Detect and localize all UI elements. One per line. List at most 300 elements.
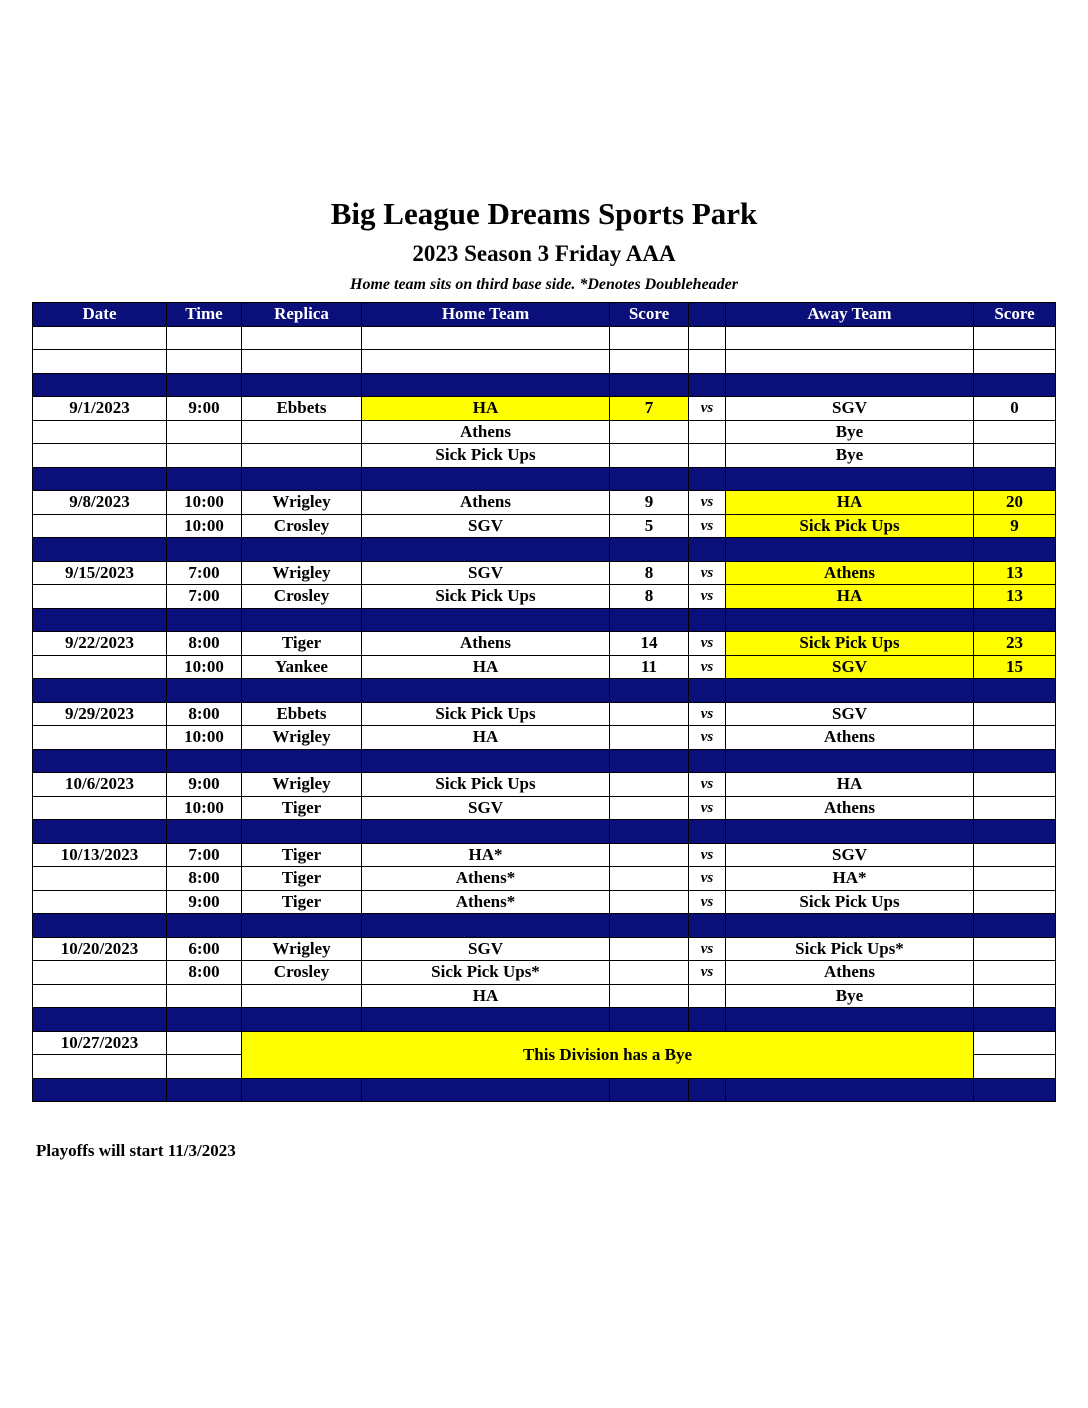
game-row <box>33 561 1056 585</box>
separator-cell <box>689 1078 726 1102</box>
empty-cell <box>362 350 610 374</box>
time-cell: 7:00 <box>167 585 242 609</box>
home-score-cell <box>610 984 689 1008</box>
time-cell <box>167 1031 242 1055</box>
separator-cell <box>362 373 610 397</box>
home-team-note: Home team sits on third base side. *Denotes Doubleheader <box>350 276 738 293</box>
separator-cell <box>610 749 689 773</box>
separator-cell <box>726 1008 974 1032</box>
home-score-cell <box>610 937 689 961</box>
vs-cell <box>689 984 726 1008</box>
header-vs <box>689 303 726 327</box>
time-cell: 10:00 <box>167 796 242 820</box>
date-cell: 9/22/2023 <box>33 632 167 656</box>
separator-cell <box>242 1078 362 1102</box>
replica-cell: Wrigley <box>242 561 362 585</box>
playoffs-note: Playoffs will start 11/3/2023 <box>36 1141 236 1160</box>
away-team-cell: Sick Pick Ups <box>726 514 974 538</box>
header-row <box>33 303 1056 327</box>
away-team-cell: HA <box>726 773 974 797</box>
game-row <box>33 867 1056 891</box>
blank-row <box>33 350 1056 374</box>
time-cell: 7:00 <box>167 843 242 867</box>
home-score-cell: 11 <box>610 655 689 679</box>
separator-row <box>33 914 1056 938</box>
vs-cell: vs <box>689 867 726 891</box>
empty-cell <box>974 326 1056 350</box>
blank-row <box>33 326 1056 350</box>
replica-cell: Ebbets <box>242 397 362 421</box>
separator-cell <box>362 820 610 844</box>
separator-cell <box>974 1008 1056 1032</box>
game-row <box>33 444 1056 468</box>
away-score-cell <box>974 843 1056 867</box>
separator-cell <box>974 467 1056 491</box>
home-team-cell: Athens <box>362 420 610 444</box>
empty-cell <box>33 326 167 350</box>
home-score-cell <box>610 796 689 820</box>
separator-cell <box>242 820 362 844</box>
away-team-cell: Athens <box>726 961 974 985</box>
separator-row <box>33 608 1056 632</box>
separator-cell <box>610 914 689 938</box>
empty-cell <box>242 326 362 350</box>
replica-cell <box>242 984 362 1008</box>
away-score-cell <box>974 773 1056 797</box>
separator-row <box>33 467 1056 491</box>
vs-cell: vs <box>689 632 726 656</box>
date-cell <box>33 726 167 750</box>
separator-cell <box>974 914 1056 938</box>
replica-cell <box>242 444 362 468</box>
empty-cell <box>167 326 242 350</box>
separator-cell <box>974 608 1056 632</box>
home-team-cell: Sick Pick Ups <box>362 585 610 609</box>
separator-cell <box>726 608 974 632</box>
away-team-cell: SGV <box>726 702 974 726</box>
time-cell: 9:00 <box>167 397 242 421</box>
game-row <box>33 961 1056 985</box>
header-home-score: Score <box>610 303 689 327</box>
game-row <box>33 632 1056 656</box>
away-team-cell: Athens <box>726 796 974 820</box>
empty-cell <box>689 326 726 350</box>
separator-cell <box>974 749 1056 773</box>
home-team-cell: Athens* <box>362 867 610 891</box>
date-cell <box>33 585 167 609</box>
separator-cell <box>33 373 167 397</box>
separator-cell <box>610 1008 689 1032</box>
game-row <box>33 796 1056 820</box>
away-score-cell: 15 <box>974 655 1056 679</box>
separator-row <box>33 679 1056 703</box>
vs-cell: vs <box>689 890 726 914</box>
time-cell: 8:00 <box>167 961 242 985</box>
home-score-cell <box>610 420 689 444</box>
separator-cell <box>610 1078 689 1102</box>
replica-cell: Tiger <box>242 843 362 867</box>
away-score-cell: 9 <box>974 514 1056 538</box>
separator-cell <box>974 373 1056 397</box>
game-row <box>33 890 1056 914</box>
home-score-cell <box>610 961 689 985</box>
game-row <box>33 773 1056 797</box>
separator-cell <box>610 538 689 562</box>
separator-cell <box>974 1078 1056 1102</box>
date-cell <box>33 655 167 679</box>
vs-cell: vs <box>689 514 726 538</box>
vs-cell: vs <box>689 397 726 421</box>
separator-cell <box>167 373 242 397</box>
separator-cell <box>689 373 726 397</box>
bye-message: This Division has a Bye <box>242 1031 974 1078</box>
away-score-cell: 13 <box>974 585 1056 609</box>
separator-row <box>33 1078 1056 1102</box>
away-team-cell: HA <box>726 491 974 515</box>
date-cell: 9/8/2023 <box>33 491 167 515</box>
time-cell: 10:00 <box>167 514 242 538</box>
separator-cell <box>167 914 242 938</box>
date-cell: 10/20/2023 <box>33 937 167 961</box>
separator-cell <box>167 538 242 562</box>
away-team-cell: Athens <box>726 561 974 585</box>
away-team-cell: Bye <box>726 420 974 444</box>
home-score-cell: 9 <box>610 491 689 515</box>
vs-cell: vs <box>689 585 726 609</box>
separator-cell <box>726 679 974 703</box>
empty-cell <box>689 350 726 374</box>
away-score-cell: 23 <box>974 632 1056 656</box>
date-cell <box>33 444 167 468</box>
separator-cell <box>362 1078 610 1102</box>
replica-cell <box>242 420 362 444</box>
empty-cell <box>33 350 167 374</box>
header-away-score: Score <box>974 303 1056 327</box>
time-cell: 10:00 <box>167 491 242 515</box>
empty-cell <box>726 350 974 374</box>
game-row <box>33 491 1056 515</box>
date-cell: 10/27/2023 <box>33 1031 167 1055</box>
game-row <box>33 397 1056 421</box>
replica-cell: Crosley <box>242 585 362 609</box>
page-title: Big League Dreams Sports Park <box>330 196 758 231</box>
game-row <box>33 984 1056 1008</box>
header-time: Time <box>167 303 242 327</box>
separator-cell <box>362 608 610 632</box>
separator-cell <box>689 1008 726 1032</box>
time-cell: 7:00 <box>167 561 242 585</box>
separator-cell <box>974 820 1056 844</box>
time-cell: 9:00 <box>167 890 242 914</box>
date-cell: 9/15/2023 <box>33 561 167 585</box>
separator-cell <box>242 1008 362 1032</box>
home-team-cell: Sick Pick Ups <box>362 702 610 726</box>
home-score-cell: 8 <box>610 561 689 585</box>
home-team-cell: Sick Pick Ups <box>362 773 610 797</box>
away-score-cell <box>974 796 1056 820</box>
separator-cell <box>242 679 362 703</box>
replica-cell: Tiger <box>242 890 362 914</box>
game-row <box>33 937 1056 961</box>
replica-cell: Tiger <box>242 632 362 656</box>
home-team-cell: HA <box>362 655 610 679</box>
away-score-cell <box>974 1031 1056 1055</box>
vs-cell: vs <box>689 961 726 985</box>
away-team-cell: Sick Pick Ups <box>726 632 974 656</box>
home-team-cell: SGV <box>362 561 610 585</box>
separator-cell <box>362 1008 610 1032</box>
separator-cell <box>726 538 974 562</box>
time-cell <box>167 444 242 468</box>
separator-cell <box>362 538 610 562</box>
separator-cell <box>610 820 689 844</box>
home-team-cell: HA <box>362 984 610 1008</box>
separator-cell <box>167 467 242 491</box>
home-score-cell: 5 <box>610 514 689 538</box>
home-score-cell <box>610 843 689 867</box>
time-cell: 9:00 <box>167 773 242 797</box>
separator-cell <box>33 608 167 632</box>
away-score-cell: 20 <box>974 491 1056 515</box>
header-away-team: Away Team <box>726 303 974 327</box>
game-row <box>33 702 1056 726</box>
schedule-table-container <box>32 302 1056 1102</box>
time-cell: 10:00 <box>167 655 242 679</box>
date-cell: 10/13/2023 <box>33 843 167 867</box>
away-team-cell: SGV <box>726 843 974 867</box>
home-score-cell <box>610 890 689 914</box>
separator-cell <box>610 373 689 397</box>
time-cell <box>167 1055 242 1079</box>
replica-cell: Wrigley <box>242 726 362 750</box>
separator-row <box>33 1008 1056 1032</box>
vs-cell: vs <box>689 773 726 797</box>
away-team-cell: Bye <box>726 444 974 468</box>
separator-cell <box>689 538 726 562</box>
separator-cell <box>33 679 167 703</box>
separator-cell <box>610 608 689 632</box>
date-cell: 10/6/2023 <box>33 773 167 797</box>
page-subtitle: 2023 Season 3 Friday AAA <box>412 241 676 266</box>
vs-cell: vs <box>689 491 726 515</box>
away-score-cell <box>974 961 1056 985</box>
away-score-cell <box>974 444 1056 468</box>
replica-cell: Tiger <box>242 796 362 820</box>
date-cell: 9/29/2023 <box>33 702 167 726</box>
away-score-cell <box>974 726 1056 750</box>
separator-cell <box>242 538 362 562</box>
empty-cell <box>726 326 974 350</box>
empty-cell <box>362 326 610 350</box>
separator-cell <box>362 914 610 938</box>
time-cell: 10:00 <box>167 726 242 750</box>
empty-cell <box>974 350 1056 374</box>
separator-cell <box>610 679 689 703</box>
away-team-cell: Bye <box>726 984 974 1008</box>
home-score-cell <box>610 702 689 726</box>
home-team-cell: Sick Pick Ups <box>362 444 610 468</box>
away-team-cell: Sick Pick Ups* <box>726 937 974 961</box>
separator-row <box>33 749 1056 773</box>
header-replica: Replica <box>242 303 362 327</box>
separator-cell <box>167 749 242 773</box>
home-score-cell <box>610 867 689 891</box>
separator-cell <box>242 467 362 491</box>
separator-cell <box>974 679 1056 703</box>
replica-cell: Ebbets <box>242 702 362 726</box>
separator-cell <box>726 820 974 844</box>
vs-cell <box>689 420 726 444</box>
schedule-table <box>32 302 1056 1102</box>
replica-cell: Tiger <box>242 867 362 891</box>
vs-cell: vs <box>689 843 726 867</box>
vs-cell: vs <box>689 561 726 585</box>
empty-cell <box>610 350 689 374</box>
date-cell <box>33 867 167 891</box>
separator-cell <box>242 608 362 632</box>
separator-cell <box>167 608 242 632</box>
home-team-cell: HA* <box>362 843 610 867</box>
separator-cell <box>33 914 167 938</box>
date-cell <box>33 961 167 985</box>
separator-cell <box>726 373 974 397</box>
game-row <box>33 655 1056 679</box>
home-score-cell <box>610 726 689 750</box>
separator-cell <box>689 749 726 773</box>
separator-cell <box>689 914 726 938</box>
away-team-cell: SGV <box>726 655 974 679</box>
separator-cell <box>167 1008 242 1032</box>
away-team-cell: HA* <box>726 867 974 891</box>
away-score-cell <box>974 702 1056 726</box>
vs-cell: vs <box>689 702 726 726</box>
separator-cell <box>689 679 726 703</box>
separator-cell <box>726 467 974 491</box>
home-team-cell: Athens* <box>362 890 610 914</box>
game-row <box>33 726 1056 750</box>
home-team-cell: Athens <box>362 632 610 656</box>
replica-cell: Wrigley <box>242 773 362 797</box>
separator-cell <box>610 467 689 491</box>
time-cell: 6:00 <box>167 937 242 961</box>
vs-cell <box>689 444 726 468</box>
separator-row <box>33 820 1056 844</box>
separator-cell <box>167 820 242 844</box>
away-score-cell <box>974 984 1056 1008</box>
date-cell <box>33 420 167 444</box>
home-team-cell: Athens <box>362 491 610 515</box>
separator-cell <box>242 373 362 397</box>
empty-cell <box>610 326 689 350</box>
bye-week-row <box>33 1031 1056 1055</box>
away-score-cell: 13 <box>974 561 1056 585</box>
separator-cell <box>689 608 726 632</box>
home-team-cell: SGV <box>362 937 610 961</box>
home-team-cell: HA <box>362 726 610 750</box>
game-row <box>33 585 1056 609</box>
separator-cell <box>242 749 362 773</box>
header-home-team: Home Team <box>362 303 610 327</box>
separator-cell <box>33 538 167 562</box>
vs-cell: vs <box>689 726 726 750</box>
away-team-cell: Sick Pick Ups <box>726 890 974 914</box>
replica-cell: Crosley <box>242 961 362 985</box>
empty-cell <box>167 350 242 374</box>
empty-cell <box>242 350 362 374</box>
date-cell: 9/1/2023 <box>33 397 167 421</box>
home-team-cell: SGV <box>362 796 610 820</box>
separator-cell <box>167 679 242 703</box>
separator-cell <box>33 749 167 773</box>
vs-cell: vs <box>689 655 726 679</box>
separator-cell <box>726 1078 974 1102</box>
home-score-cell: 7 <box>610 397 689 421</box>
away-team-cell: Athens <box>726 726 974 750</box>
time-cell: 8:00 <box>167 632 242 656</box>
home-team-cell: Sick Pick Ups* <box>362 961 610 985</box>
header-date: Date <box>33 303 167 327</box>
game-row <box>33 514 1056 538</box>
separator-row <box>33 538 1056 562</box>
replica-cell: Wrigley <box>242 491 362 515</box>
home-score-cell: 14 <box>610 632 689 656</box>
date-cell <box>33 984 167 1008</box>
home-score-cell <box>610 444 689 468</box>
separator-cell <box>242 914 362 938</box>
time-cell: 8:00 <box>167 702 242 726</box>
date-cell <box>33 514 167 538</box>
separator-cell <box>33 467 167 491</box>
away-score-cell <box>974 420 1056 444</box>
separator-cell <box>974 538 1056 562</box>
date-cell <box>33 796 167 820</box>
separator-cell <box>33 1008 167 1032</box>
replica-cell: Yankee <box>242 655 362 679</box>
time-cell <box>167 984 242 1008</box>
time-cell: 8:00 <box>167 867 242 891</box>
separator-cell <box>362 467 610 491</box>
away-score-cell: 0 <box>974 397 1056 421</box>
separator-cell <box>689 820 726 844</box>
home-team-cell: SGV <box>362 514 610 538</box>
game-row <box>33 843 1056 867</box>
away-score-cell <box>974 937 1056 961</box>
separator-cell <box>33 820 167 844</box>
away-team-cell: SGV <box>726 397 974 421</box>
vs-cell: vs <box>689 937 726 961</box>
separator-cell <box>726 749 974 773</box>
replica-cell: Wrigley <box>242 937 362 961</box>
away-score-cell <box>974 1055 1056 1079</box>
away-score-cell <box>974 890 1056 914</box>
separator-cell <box>726 914 974 938</box>
separator-cell <box>362 679 610 703</box>
date-cell <box>33 1055 167 1079</box>
vs-cell: vs <box>689 796 726 820</box>
separator-cell <box>167 1078 242 1102</box>
game-row <box>33 420 1056 444</box>
home-team-cell: HA <box>362 397 610 421</box>
schedule-body <box>33 326 1056 1102</box>
separator-cell <box>33 1078 167 1102</box>
away-team-cell: HA <box>726 585 974 609</box>
home-score-cell <box>610 773 689 797</box>
away-score-cell <box>974 867 1056 891</box>
home-score-cell: 8 <box>610 585 689 609</box>
date-cell <box>33 890 167 914</box>
separator-row <box>33 373 1056 397</box>
separator-cell <box>362 749 610 773</box>
